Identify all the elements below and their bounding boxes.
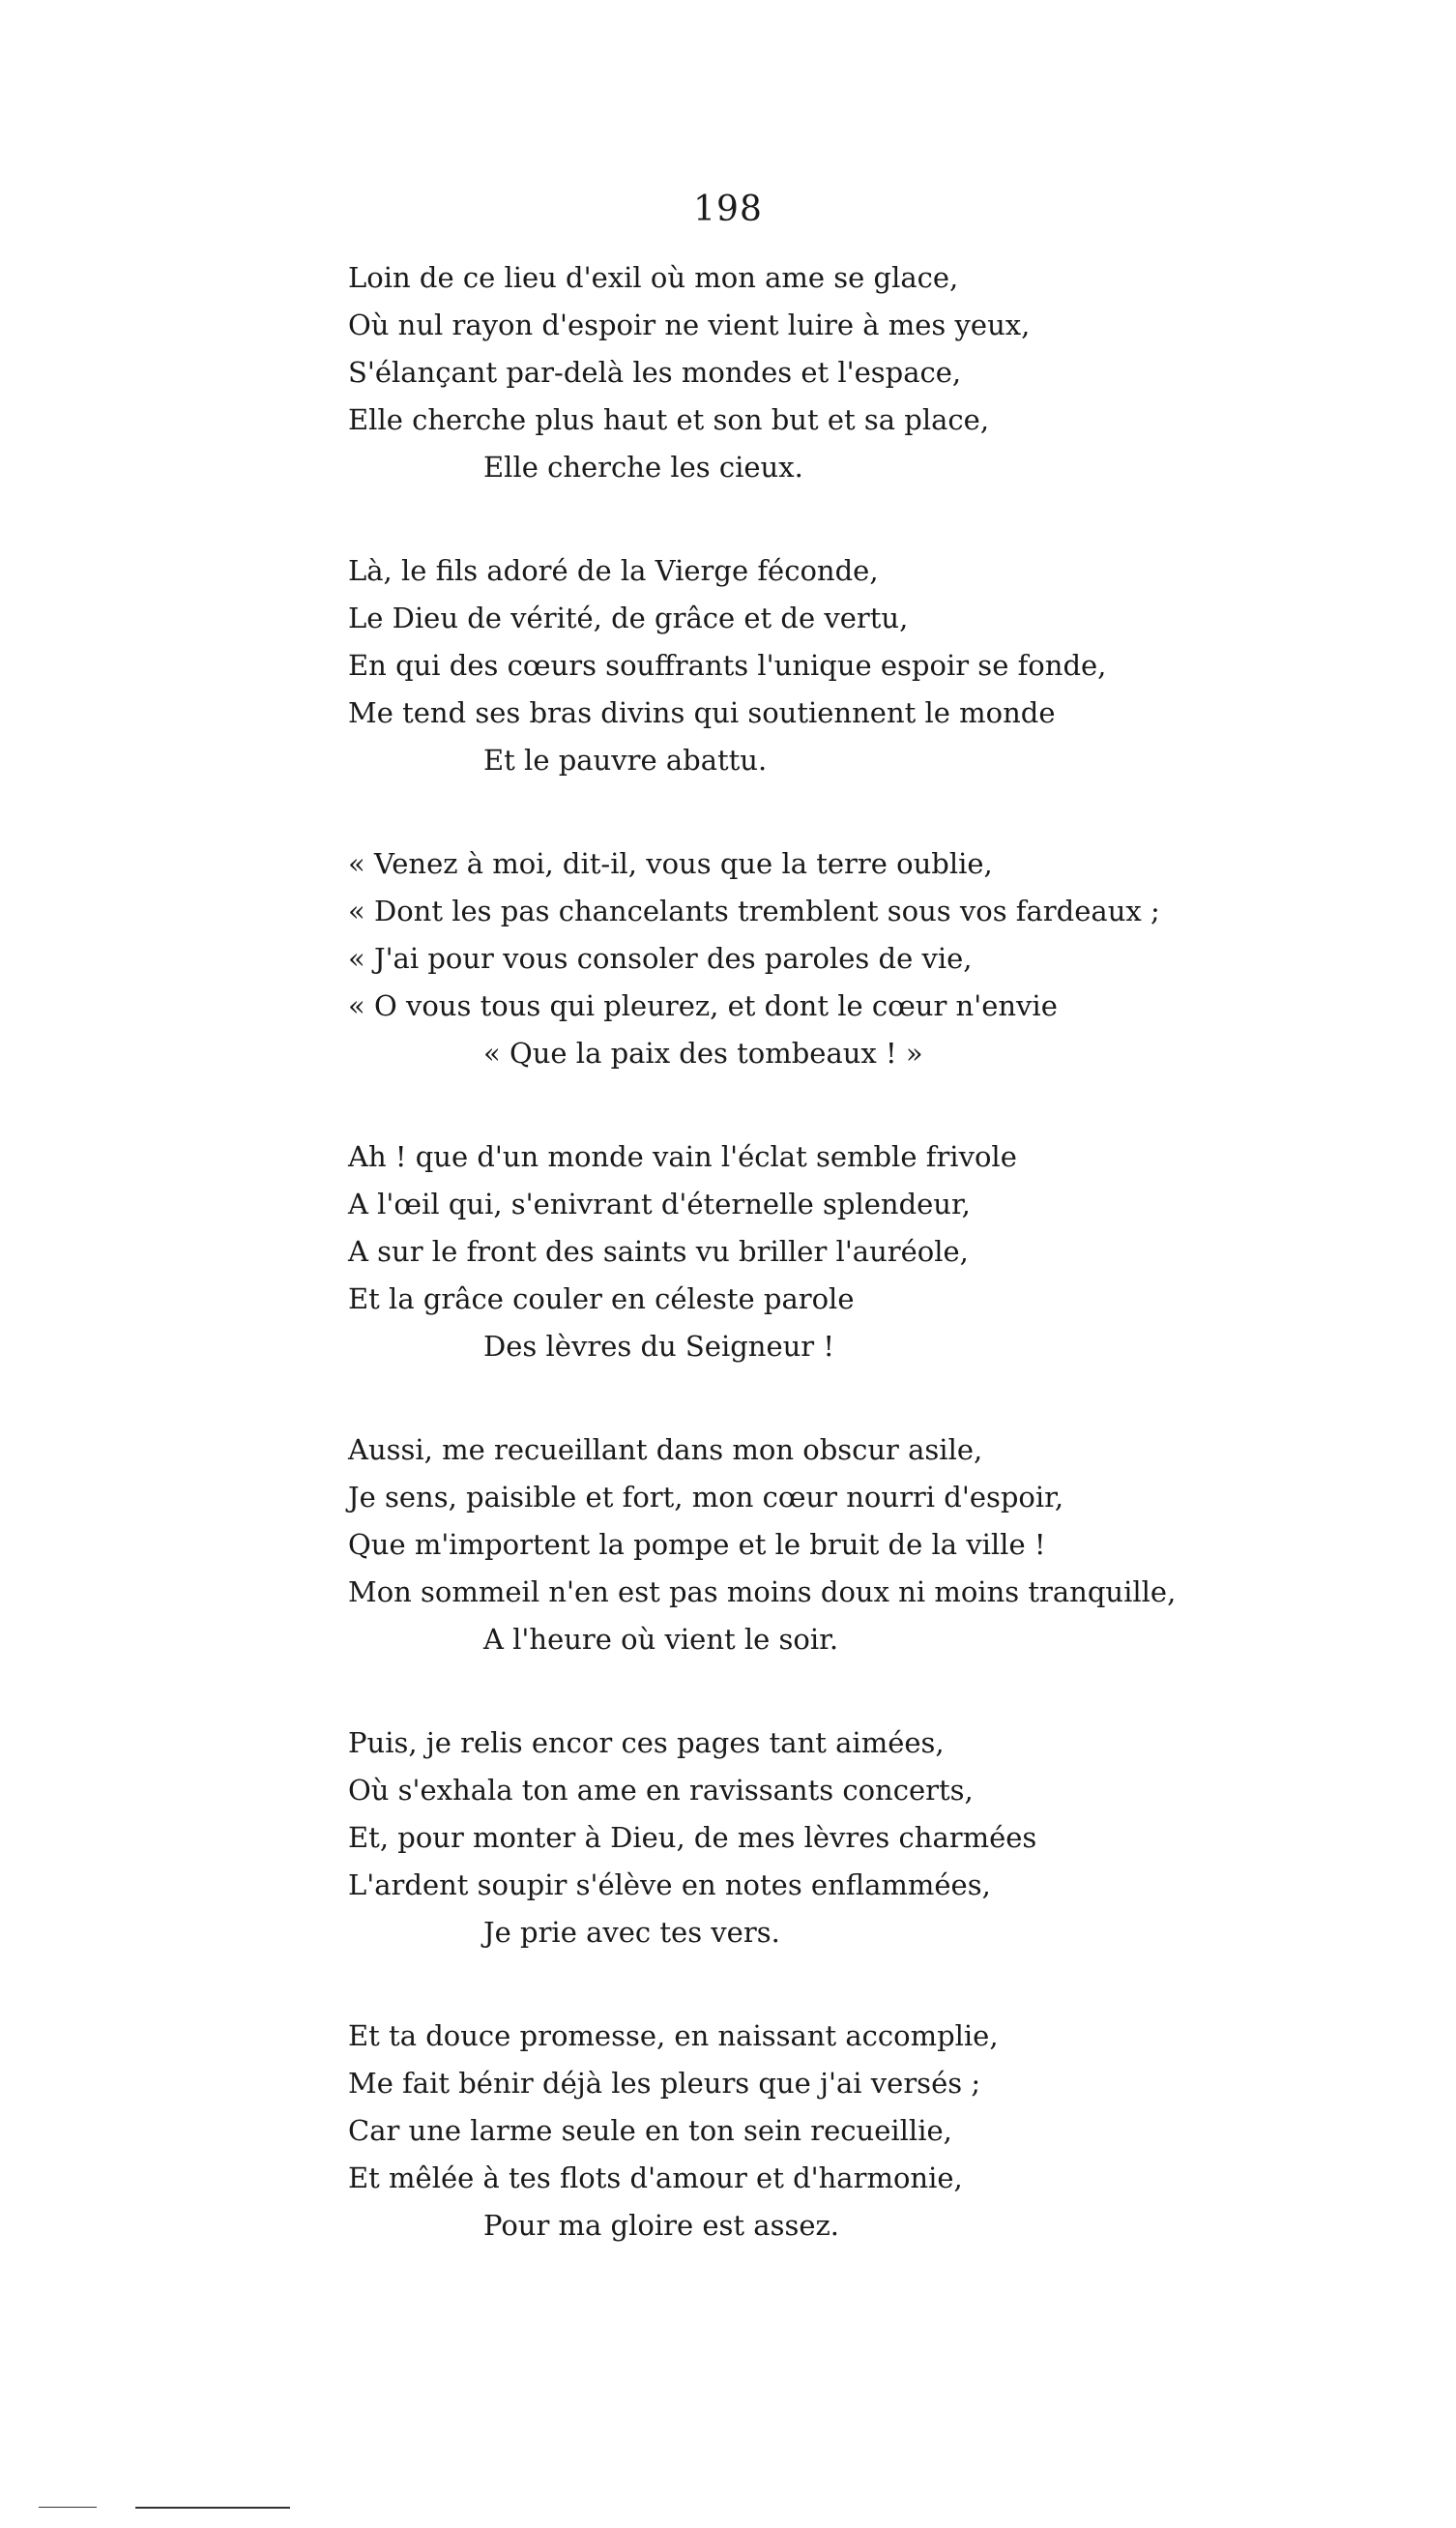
verse-line: Et mêlée à tes flots d'amour et d'harmonie, [348,2161,963,2194]
verse-line: Où s'exhala ton ame en ravissants concerts, [348,1774,974,1807]
stanza-2 [348,547,1373,784]
verse-line: « O vous tous qui pleurez, et dont le cœur n'envie [348,989,1058,1022]
stanza-7 [348,2013,1373,2249]
verse-line: L'ardent soupir s'élève en notes enflammées, [348,1868,991,1901]
verse-line: A sur le front des saints vu briller l'auréole, [348,1235,969,1268]
verse-line: Puis, je relis encor ces pages tant aimées, [348,1726,945,1759]
stanza-6 [348,1720,1373,1956]
verse-line: Me fait bénir déjà les pleurs que j'ai versés ; [348,2067,981,2100]
refrain-line: A l'heure où vient le soir. [483,1623,839,1656]
footer-rule-fragment [39,2507,97,2508]
verse-line: Là, le fils adoré de la Vierge féconde, [348,554,879,587]
stanza-5 [348,1426,1373,1663]
verse-line: Aussi, me recueillant dans mon obscur asile, [348,1433,983,1466]
verse-line: Que m'importent la pompe et le bruit de la ville ! [348,1528,1046,1561]
footer-rule [135,2507,290,2509]
stanza-4 [348,1133,1373,1370]
stanza-3 [348,840,1373,1077]
verse-line: Ah ! que d'un monde vain l'éclat semble frivole [348,1140,1017,1173]
verse-line: Le Dieu de vérité, de grâce et de vertu, [348,602,909,634]
refrain-line: Pour ma gloire est assez. [483,2209,840,2242]
verse-line: Où nul rayon d'espoir ne vient luire à mes yeux, [348,309,1031,341]
verse-line: Et, pour monter à Dieu, de mes lèvres charmées [348,1821,1037,1854]
refrain-line: Des lèvres du Seigneur ! [483,1330,835,1363]
verse-line: Loin de ce lieu d'exil où mon ame se glace, [348,261,959,294]
stanza-1 [348,254,1373,491]
verse-line: Et la grâce couler en céleste parole [348,1282,855,1315]
verse-line: A l'œil qui, s'enivrant d'éternelle splendeur, [348,1188,971,1220]
refrain-line: Et le pauvre abattu. [483,744,768,777]
verse-line: Je sens, paisible et fort, mon cœur nourri d'espoir, [348,1481,1064,1514]
verse-line: Et ta douce promesse, en naissant accomplie, [348,2019,999,2052]
verse-line: Elle cherche plus haut et son but et sa place, [348,403,990,436]
verse-line: « J'ai pour vous consoler des paroles de vie, [348,942,973,975]
refrain-line: Je prie avec tes vers. [483,1916,780,1949]
verse-line: Me tend ses bras divins qui soutiennent le monde [348,696,1056,729]
verse-line: Car une larme seule en ton sein recueillie, [348,2114,952,2147]
refrain-line: « Que la paix des tombeaux ! » [483,1037,923,1070]
verse-line: En qui des cœurs souffrants l'unique espoir se fonde, [348,649,1107,682]
page-number: 198 [693,190,763,229]
refrain-line: Elle cherche les cieux. [483,451,803,484]
poem [348,254,1373,2306]
verse-line: « Dont les pas chancelants tremblent sous vos fardeaux ; [348,895,1160,927]
verse-line: S'élançant par-delà les mondes et l'espace, [348,356,962,389]
verse-line: « Venez à moi, dit-il, vous que la terre oublie, [348,847,993,880]
verse-line: Mon sommeil n'en est pas moins doux ni moins tranquille, [348,1575,1177,1608]
